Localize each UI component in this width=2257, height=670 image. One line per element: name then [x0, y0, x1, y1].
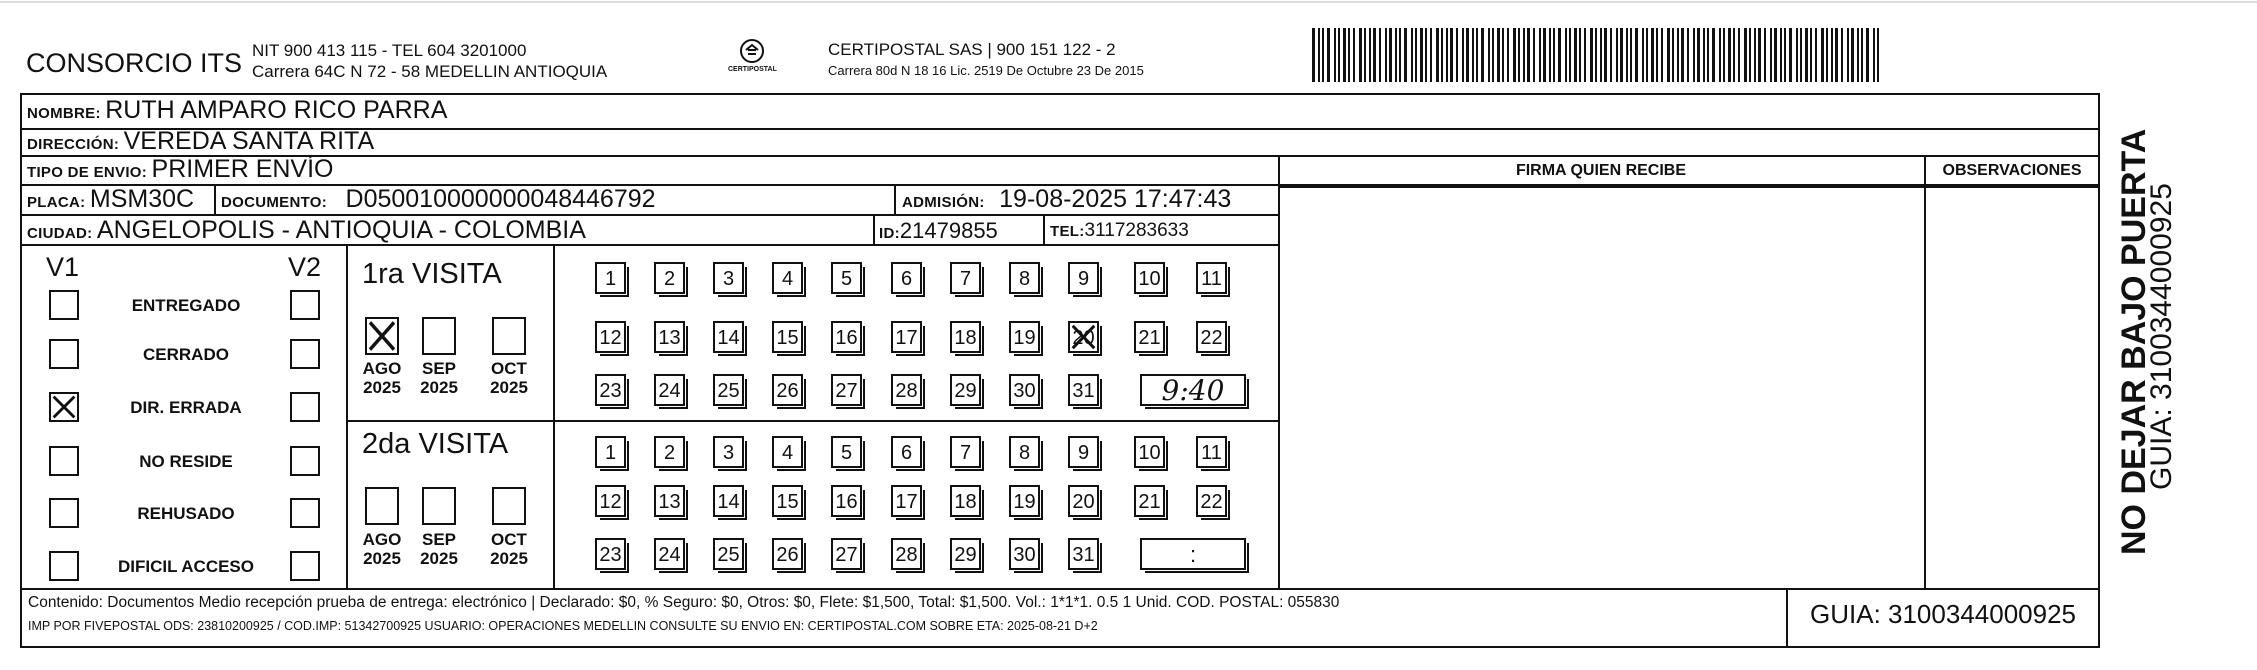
day-box[interactable]: [891, 538, 922, 570]
day-box[interactable]: [713, 262, 744, 294]
month-year: 2025: [363, 549, 401, 568]
certipostal-logo: [728, 38, 776, 86]
day-box[interactable]: [1009, 374, 1040, 406]
day-number: 13: [658, 327, 681, 349]
month-name: SEP: [421, 530, 457, 549]
day-box[interactable]: [831, 485, 862, 517]
day-box[interactable]: [595, 538, 626, 570]
side-line1: NO DEJAR BAJO PUERTA: [2115, 128, 2153, 555]
day-number: 29: [954, 380, 977, 402]
day-box[interactable]: [1009, 436, 1040, 468]
day-box[interactable]: [595, 485, 626, 517]
day-box[interactable]: [831, 436, 862, 468]
status-option-label: DIR. ERRADA: [130, 398, 242, 417]
day-box[interactable]: [654, 321, 685, 353]
name-label: NOMBRE:: [27, 105, 101, 122]
month-checkbox[interactable]: [422, 487, 456, 525]
status-option-label: NO RESIDE: [139, 452, 233, 471]
status-v2-checkbox[interactable]: [290, 339, 320, 369]
day-box[interactable]: [831, 374, 862, 406]
day-box[interactable]: [891, 436, 922, 468]
admission-date: 19-08-2025 17:47:43: [999, 185, 1232, 213]
day-number: 14: [717, 491, 740, 513]
footer-imp: IMP POR FIVEPOSTAL ODS: 23810200925 / COD.IMP: 51342700925 USUARIO: OPERACIONES MEDELLIN CONSULTE SU ENVIO EN: CERTIPOSTAL.COM SOBRE ETA: 2025-08-21 D+2: [28, 619, 1098, 633]
time-field[interactable]: :: [1140, 538, 1246, 570]
day-box[interactable]: [831, 321, 862, 353]
day-number: 21: [1138, 491, 1161, 513]
day-box[interactable]: [1009, 485, 1040, 517]
day-number: 6: [900, 442, 913, 464]
send-type: PRIMER ENVÍO: [151, 155, 334, 183]
month-year: 2025: [490, 378, 528, 397]
day-number: 18: [954, 327, 977, 349]
company-name: CONSORCIO ITS: [26, 48, 243, 78]
day-box[interactable]: [950, 538, 981, 570]
day-box[interactable]: [654, 485, 685, 517]
month-label: [480, 530, 538, 568]
month-checkbox[interactable]: [422, 317, 456, 355]
day-number: 26: [776, 544, 799, 566]
status-option-label: DIFICIL ACCESO: [117, 557, 254, 576]
id-value: 21479855: [899, 218, 998, 243]
checkmark-x-icon: [367, 319, 397, 353]
day-number: 22: [1200, 491, 1223, 513]
day-box[interactable]: [1134, 485, 1165, 517]
month-label: [410, 359, 468, 397]
day-box[interactable]: [713, 436, 744, 468]
day-number: 25: [717, 544, 740, 566]
day-box[interactable]: [1009, 262, 1040, 294]
month-name: SEP: [421, 359, 457, 378]
visit2-title: 2da VISITA: [362, 428, 509, 460]
day-number: 18: [954, 491, 977, 513]
day-box[interactable]: [891, 485, 922, 517]
day-number: 13: [658, 491, 681, 513]
document-row: [221, 185, 656, 214]
day-box[interactable]: [772, 374, 803, 406]
day-number: 19: [1013, 491, 1036, 513]
day-box[interactable]: [831, 262, 862, 294]
month-label: [480, 359, 538, 397]
day-box[interactable]: [950, 374, 981, 406]
day-number: 24: [658, 544, 681, 566]
day-number: 22: [1200, 327, 1223, 349]
day-box[interactable]: [1068, 374, 1099, 406]
status-v2-checkbox[interactable]: [290, 392, 320, 422]
status-v1-checkbox[interactable]: [49, 551, 79, 581]
footer-contents: Contenido: Documentos Medio recepción prueba de entrega: electrónico | Declarado: $0, % Seguro: $0, Otros: $0, Flete: $1,500, Total: $1,500. Vol.: 1*1*1. 0.5 1 Unid. COD. POSTAL: 055830: [28, 594, 1340, 611]
city-label: CIUDAD:: [27, 225, 93, 242]
day-number: 17: [895, 327, 918, 349]
month-year: 2025: [363, 378, 401, 397]
day-number: 3: [722, 268, 735, 290]
day-box[interactable]: [713, 538, 744, 570]
day-box[interactable]: [595, 321, 626, 353]
status-v2-checkbox[interactable]: [290, 551, 320, 581]
plate-label: PLACA:: [27, 194, 86, 211]
day-box[interactable]: [772, 485, 803, 517]
observations-header: OBSERVACIONES: [1942, 162, 2082, 179]
day-number: 1: [604, 442, 617, 464]
status-v1-checkbox[interactable]: [49, 498, 79, 528]
tel-row: [1050, 220, 1189, 242]
status-option-label: ENTREGADO: [131, 296, 241, 315]
day-number: 5: [840, 442, 853, 464]
day-box[interactable]: [831, 538, 862, 570]
month-year: 2025: [420, 549, 458, 568]
document-label: DOCUMENTO:: [221, 194, 328, 211]
day-number: 16: [835, 491, 858, 513]
day-number: 1: [604, 268, 617, 290]
carrier-name: CERTIPOSTAL SAS | 900 151 122 - 2: [828, 40, 1116, 59]
day-number: 30: [1013, 380, 1036, 402]
company-nit: NIT 900 413 115 - TEL 604 3201000: [252, 41, 527, 60]
day-number: 19: [1013, 327, 1036, 349]
logo-text: CERTIPOSTAL: [728, 66, 777, 73]
day-number: 16: [835, 327, 858, 349]
day-box[interactable]: [772, 538, 803, 570]
status-v2-checkbox[interactable]: [290, 290, 320, 320]
day-number: 20: [1072, 491, 1095, 513]
day-number: 12: [599, 491, 622, 513]
day-number: 25: [717, 380, 740, 402]
day-number: 26: [776, 380, 799, 402]
recipient-address: VEREDA SANTA RITA: [123, 127, 375, 155]
day-box[interactable]: [891, 374, 922, 406]
tel-value: 3117283633: [1084, 220, 1189, 241]
day-box[interactable]: [1009, 538, 1040, 570]
day-box[interactable]: [654, 436, 685, 468]
city: ANGELOPOLIS - ANTIOQUIA - COLOMBIA: [96, 216, 586, 244]
day-box[interactable]: [1196, 262, 1227, 294]
day-box[interactable]: [1196, 436, 1227, 468]
status-option-label: CERRADO: [143, 345, 229, 364]
month-name: AGO: [362, 530, 402, 549]
scan-top-edge: [0, 0, 2257, 6]
id-label: ID:: [879, 225, 900, 242]
day-number: 2: [663, 442, 676, 464]
day-box[interactable]: [595, 374, 626, 406]
barcode: [1312, 28, 1880, 82]
month-label: [353, 359, 411, 397]
admission-label: ADMISIÓN:: [902, 194, 985, 211]
admission-row: [902, 185, 1231, 214]
day-box[interactable]: [1068, 321, 1099, 353]
month-label: [353, 530, 411, 568]
v1-label: V1: [46, 252, 80, 282]
address-label: DIRECCIÓN:: [27, 136, 120, 153]
day-box[interactable]: [1134, 321, 1165, 353]
status-v1-checkbox[interactable]: [49, 339, 79, 369]
certipostal-logo-icon: [738, 38, 766, 66]
month-name: OCT: [491, 530, 527, 549]
checkmark-x-icon: [1070, 323, 1097, 351]
checkmark-x-icon: [51, 394, 77, 420]
day-number: 12: [599, 327, 622, 349]
day-number: 15: [776, 327, 799, 349]
v2-label: V2: [288, 252, 322, 282]
day-number: 14: [717, 327, 740, 349]
status-option-label: REHUSADO: [137, 504, 235, 523]
day-box[interactable]: [1134, 262, 1165, 294]
day-number: 3: [722, 442, 735, 464]
recipient-name: RUTH AMPARO RICO PARRA: [105, 96, 448, 124]
day-box[interactable]: [950, 262, 981, 294]
day-box[interactable]: [654, 262, 685, 294]
side-line2: GUIA: 3100344000925: [2145, 183, 2178, 490]
plate-row: [27, 185, 194, 214]
day-box[interactable]: [713, 321, 744, 353]
month-checkbox[interactable]: [365, 487, 399, 525]
day-number: 6: [900, 268, 913, 290]
side-notice: [2105, 95, 2223, 650]
day-box[interactable]: [713, 374, 744, 406]
day-number: 15: [776, 491, 799, 513]
day-box[interactable]: [654, 538, 685, 570]
send-type-label: TIPO DE ENVIO:: [27, 164, 148, 181]
month-name: AGO: [362, 359, 402, 378]
day-box[interactable]: [595, 262, 626, 294]
day-number: 27: [835, 544, 858, 566]
day-box[interactable]: [1068, 436, 1099, 468]
month-year: 2025: [420, 378, 458, 397]
day-box[interactable]: [772, 262, 803, 294]
day-box[interactable]: [595, 436, 626, 468]
carrier-address: Carrera 80d N 18 16 Lic. 2519 De Octubre 23 De 2015: [828, 63, 1144, 78]
day-number: 23: [599, 380, 622, 402]
day-box[interactable]: [1196, 485, 1227, 517]
day-number: 24: [658, 380, 681, 402]
day-box[interactable]: [1068, 538, 1099, 570]
day-number: 11: [1201, 268, 1222, 290]
day-box[interactable]: [772, 436, 803, 468]
day-box[interactable]: [950, 321, 981, 353]
day-box[interactable]: [1068, 262, 1099, 294]
status-v1-checkbox[interactable]: [49, 392, 79, 422]
month-checkbox[interactable]: [365, 317, 399, 355]
day-number: 4: [781, 268, 794, 290]
day-box[interactable]: [950, 485, 981, 517]
city-row: [27, 216, 586, 245]
document-number: D050010000000048446792: [345, 185, 656, 213]
day-box[interactable]: [950, 436, 981, 468]
day-number: 21: [1138, 327, 1161, 349]
signature-header: FIRMA QUIEN RECIBE: [1515, 162, 1687, 179]
day-box[interactable]: [713, 485, 744, 517]
day-number: 5: [840, 268, 853, 290]
company-address: Carrera 64C N 72 - 58 MEDELLIN ANTIOQUIA: [252, 62, 608, 81]
day-number: 9: [1077, 268, 1090, 290]
id-row: [879, 218, 998, 244]
status-v2-checkbox[interactable]: [290, 498, 320, 528]
month-checkbox[interactable]: [492, 317, 526, 355]
time-field[interactable]: 9:40: [1140, 374, 1246, 406]
day-number: 20: [1072, 327, 1095, 349]
day-number: 11: [1201, 442, 1222, 464]
send-type-row: [27, 155, 334, 184]
day-box[interactable]: [891, 262, 922, 294]
day-number: 8: [1018, 268, 1031, 290]
day-number: 2: [663, 268, 676, 290]
day-number: 30: [1013, 544, 1036, 566]
day-box[interactable]: [772, 321, 803, 353]
day-number: 27: [835, 380, 858, 402]
day-number: 4: [781, 442, 794, 464]
day-number: 23: [599, 544, 622, 566]
name-row: [27, 96, 447, 125]
status-v1-checkbox[interactable]: [49, 290, 79, 320]
day-number: 17: [895, 491, 918, 513]
day-number: 28: [895, 544, 918, 566]
month-year: 2025: [490, 549, 528, 568]
visit1-title: 1ra VISITA: [362, 258, 502, 290]
day-box[interactable]: [654, 374, 685, 406]
day-box[interactable]: [1134, 436, 1165, 468]
day-number: 28: [895, 380, 918, 402]
footer-guia: GUIA: 3100344000925: [1810, 599, 2076, 629]
day-number: 10: [1138, 268, 1161, 290]
day-number: 10: [1138, 442, 1161, 464]
plate: MSM30C: [89, 185, 195, 213]
tel-label: TEL:: [1050, 223, 1085, 240]
day-box[interactable]: [1009, 321, 1040, 353]
day-number: 29: [954, 544, 977, 566]
day-number: 31: [1072, 380, 1095, 402]
day-number: 7: [959, 442, 972, 464]
day-number: 8: [1018, 442, 1031, 464]
month-label: [410, 530, 468, 568]
month-name: OCT: [491, 359, 527, 378]
status-v2-checkbox[interactable]: [290, 446, 320, 476]
day-box[interactable]: [891, 321, 922, 353]
status-v1-checkbox[interactable]: [49, 446, 79, 476]
day-box[interactable]: [1068, 485, 1099, 517]
address-row: [27, 127, 374, 156]
day-number: 7: [959, 268, 972, 290]
month-checkbox[interactable]: [492, 487, 526, 525]
day-number: 9: [1077, 442, 1090, 464]
day-box[interactable]: [1196, 321, 1227, 353]
day-number: 31: [1072, 544, 1095, 566]
